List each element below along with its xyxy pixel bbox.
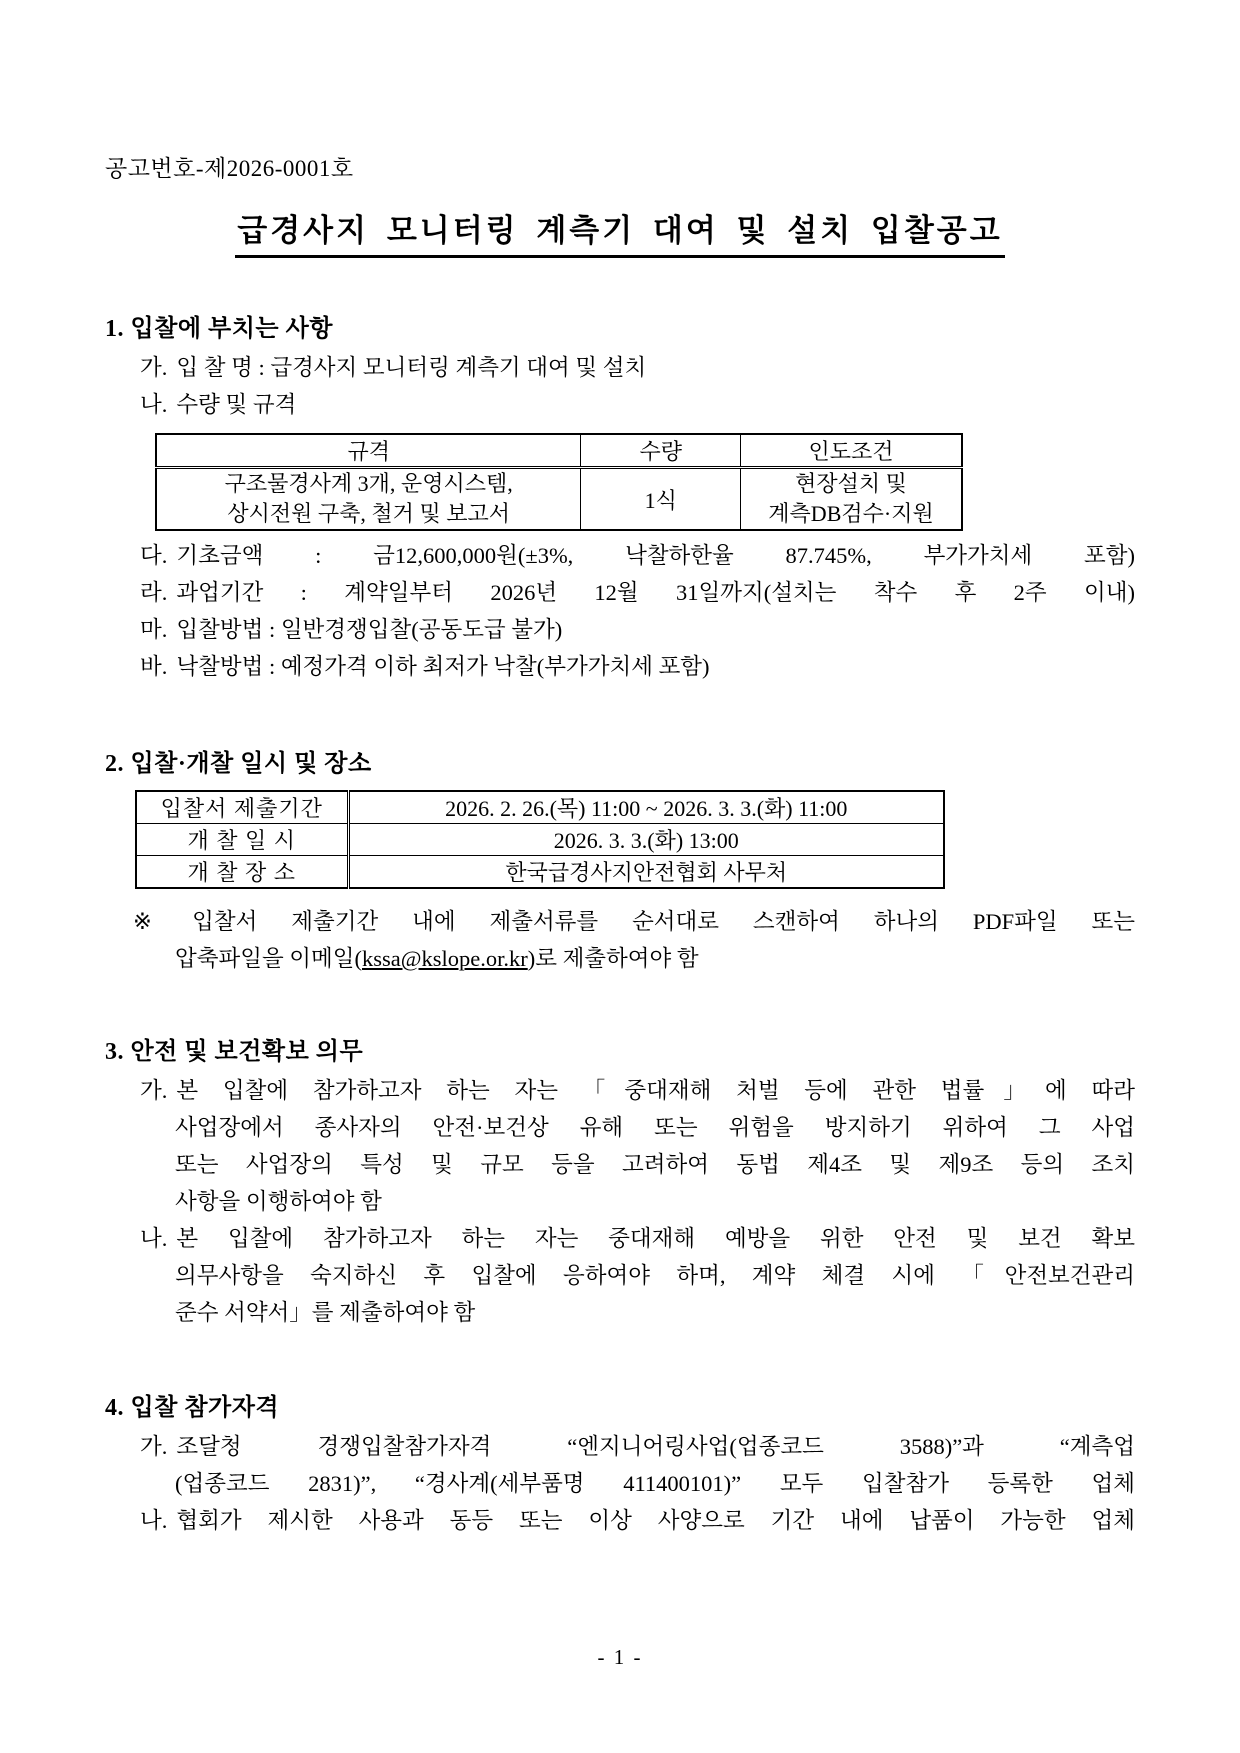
delivery-line-1: 현장설치 및	[795, 471, 907, 496]
qty-cell: 1식	[581, 468, 741, 531]
item-label: 나.	[140, 1226, 168, 1251]
item-text: 수량 및 규격	[176, 392, 297, 417]
s3-item-ga	[105, 1072, 1135, 1220]
delivery-column-header: 인도조건	[741, 434, 963, 468]
table-row	[136, 856, 944, 889]
item-label: 라.	[140, 580, 168, 605]
spec-line-1: 구조물경사계 3개, 운영시스템,	[224, 471, 513, 496]
item-label: 나.	[140, 1508, 168, 1533]
table-row	[136, 791, 944, 824]
item-text: 기초금액 : 금12,600,000원(±3%, 낙찰하한율 87.745%, 부가가치세 포함)	[176, 543, 1135, 568]
s1-item-ma	[105, 611, 1135, 648]
item-label: 가.	[140, 355, 168, 380]
delivery-line-2: 계측DB검수·지원	[768, 501, 934, 526]
delivery-cell	[741, 468, 963, 531]
s1-item-da	[105, 537, 1135, 574]
spec-column-header: 규격	[156, 434, 581, 468]
s1-item-na	[105, 386, 1135, 423]
section-2-heading: 2. 입찰·개찰 일시 및 장소	[105, 751, 372, 777]
paragraph-line: 사항을 이행하여야 함	[175, 1189, 382, 1214]
item-text: 입 찰 명 : 급경사지 모니터링 계측기 대여 및 설치	[176, 355, 647, 380]
schedule-table	[135, 790, 945, 889]
opening-place-label: 개 찰 장 소	[136, 856, 348, 889]
submission-note-line-2	[105, 940, 1135, 977]
opening-datetime-label: 개 찰 일 시	[136, 824, 348, 856]
paragraph-line: (업종코드 2831)”, “경사계(세부품명 411400101)” 모두 입찰참가 등록한 업체	[175, 1471, 1135, 1496]
item-label: 가.	[140, 1078, 168, 1103]
note-text: 입찰서 제출기간 내에 제출서류를 순서대로 스캔하여 하나의 PDF파일 또는	[192, 909, 1135, 934]
item-text: 본 입찰에 참가하고자 하는 자는 「중대재해 처벌 등에 관한 법률」에 따라	[176, 1078, 1135, 1103]
document-content	[105, 0, 1135, 1539]
note-text: )로 제출하여야 함	[527, 946, 699, 971]
submission-note-line-1	[105, 903, 1135, 940]
note-text: 압축파일을 이메일(	[175, 946, 362, 971]
qty-column-header: 수량	[581, 434, 741, 468]
paragraph-line: 준수 서약서」를 제출하여야 함	[175, 1300, 476, 1325]
section-4-heading: 4. 입찰 참가자격	[105, 1395, 280, 1421]
item-text: 과업기간 : 계약일부터 2026년 12월 31일까지(설치는 착수 후 2주 이내)	[176, 580, 1135, 605]
paragraph-line: 또는 사업장의 특성 및 규모 등을 고려하여 동법 제4조 및 제9조 등의 조치	[175, 1152, 1135, 1177]
item-text: 입찰방법 : 일반경쟁입찰(공동도급 불가)	[176, 617, 563, 642]
spec-table-header-row	[156, 434, 962, 468]
section-3-heading: 3. 안전 및 보건확보 의무	[105, 1039, 364, 1065]
s3-item-na	[105, 1220, 1135, 1331]
paragraph-line: 의무사항을 숙지하신 후 입찰에 응하여야 하며, 계약 체결 시에 「안전보건관리	[175, 1263, 1135, 1288]
spec-cell	[156, 468, 581, 531]
page-title: 급경사지 모니터링 계측기 대여 및 설치 입찰공고	[235, 205, 1004, 258]
spec-table-row	[156, 468, 962, 531]
title-row	[105, 205, 1135, 258]
submission-period-value: 2026. 2. 26.(목) 11:00 ~ 2026. 3. 3.(화) 11:00	[348, 791, 944, 824]
item-text: 조달청 경쟁입찰참가자격 “엔지니어링사업(업종코드 3588)”과 “계측업	[176, 1434, 1135, 1459]
opening-place-value: 한국급경사지안전협회 사무처	[348, 856, 944, 889]
item-label: 가.	[140, 1434, 168, 1459]
submission-period-label: 입찰서 제출기간	[136, 791, 348, 824]
item-text: 본 입찰에 참가하고자 하는 자는 중대재해 예방을 위한 안전 및 보건 확보	[176, 1226, 1135, 1251]
s1-item-ga	[105, 349, 1135, 386]
s1-item-ra	[105, 574, 1135, 611]
item-label: 다.	[140, 543, 168, 568]
item-text: 낙찰방법 : 예정가격 이하 최저가 낙찰(부가가치세 포함)	[176, 654, 710, 679]
item-label: 나.	[140, 392, 168, 417]
reference-mark-icon: ※	[133, 909, 181, 934]
item-label: 마.	[140, 617, 168, 642]
s4-item-ga	[105, 1428, 1135, 1502]
spec-table	[155, 433, 963, 531]
paragraph-line	[105, 1428, 1135, 1465]
paragraph-line	[105, 1220, 1135, 1257]
item-text: 협회가 제시한 사용과 동등 또는 이상 사양으로 기간 내에 납품이 가능한 업체	[176, 1508, 1135, 1533]
s4-item-na	[105, 1502, 1135, 1539]
page-number: - 1 -	[597, 1645, 643, 1669]
spec-line-2: 상시전원 구축, 철거 및 보고서	[227, 501, 510, 526]
paragraph-line	[105, 1072, 1135, 1109]
paragraph-line	[105, 1502, 1135, 1539]
notice-number: 공고번호-제2026-0001호	[105, 156, 354, 181]
opening-datetime-value: 2026. 3. 3.(화) 13:00	[348, 824, 944, 856]
item-label: 바.	[140, 654, 168, 679]
email-link[interactable]: kssa@kslope.or.kr	[362, 946, 528, 971]
table-row	[136, 824, 944, 856]
paragraph-line: 사업장에서 종사자의 안전·보건상 유해 또는 위험을 방지하기 위하여 그 사업	[175, 1115, 1135, 1140]
s1-item-ba	[105, 648, 1135, 685]
section-1-heading: 1. 입찰에 부치는 사항	[105, 316, 333, 342]
